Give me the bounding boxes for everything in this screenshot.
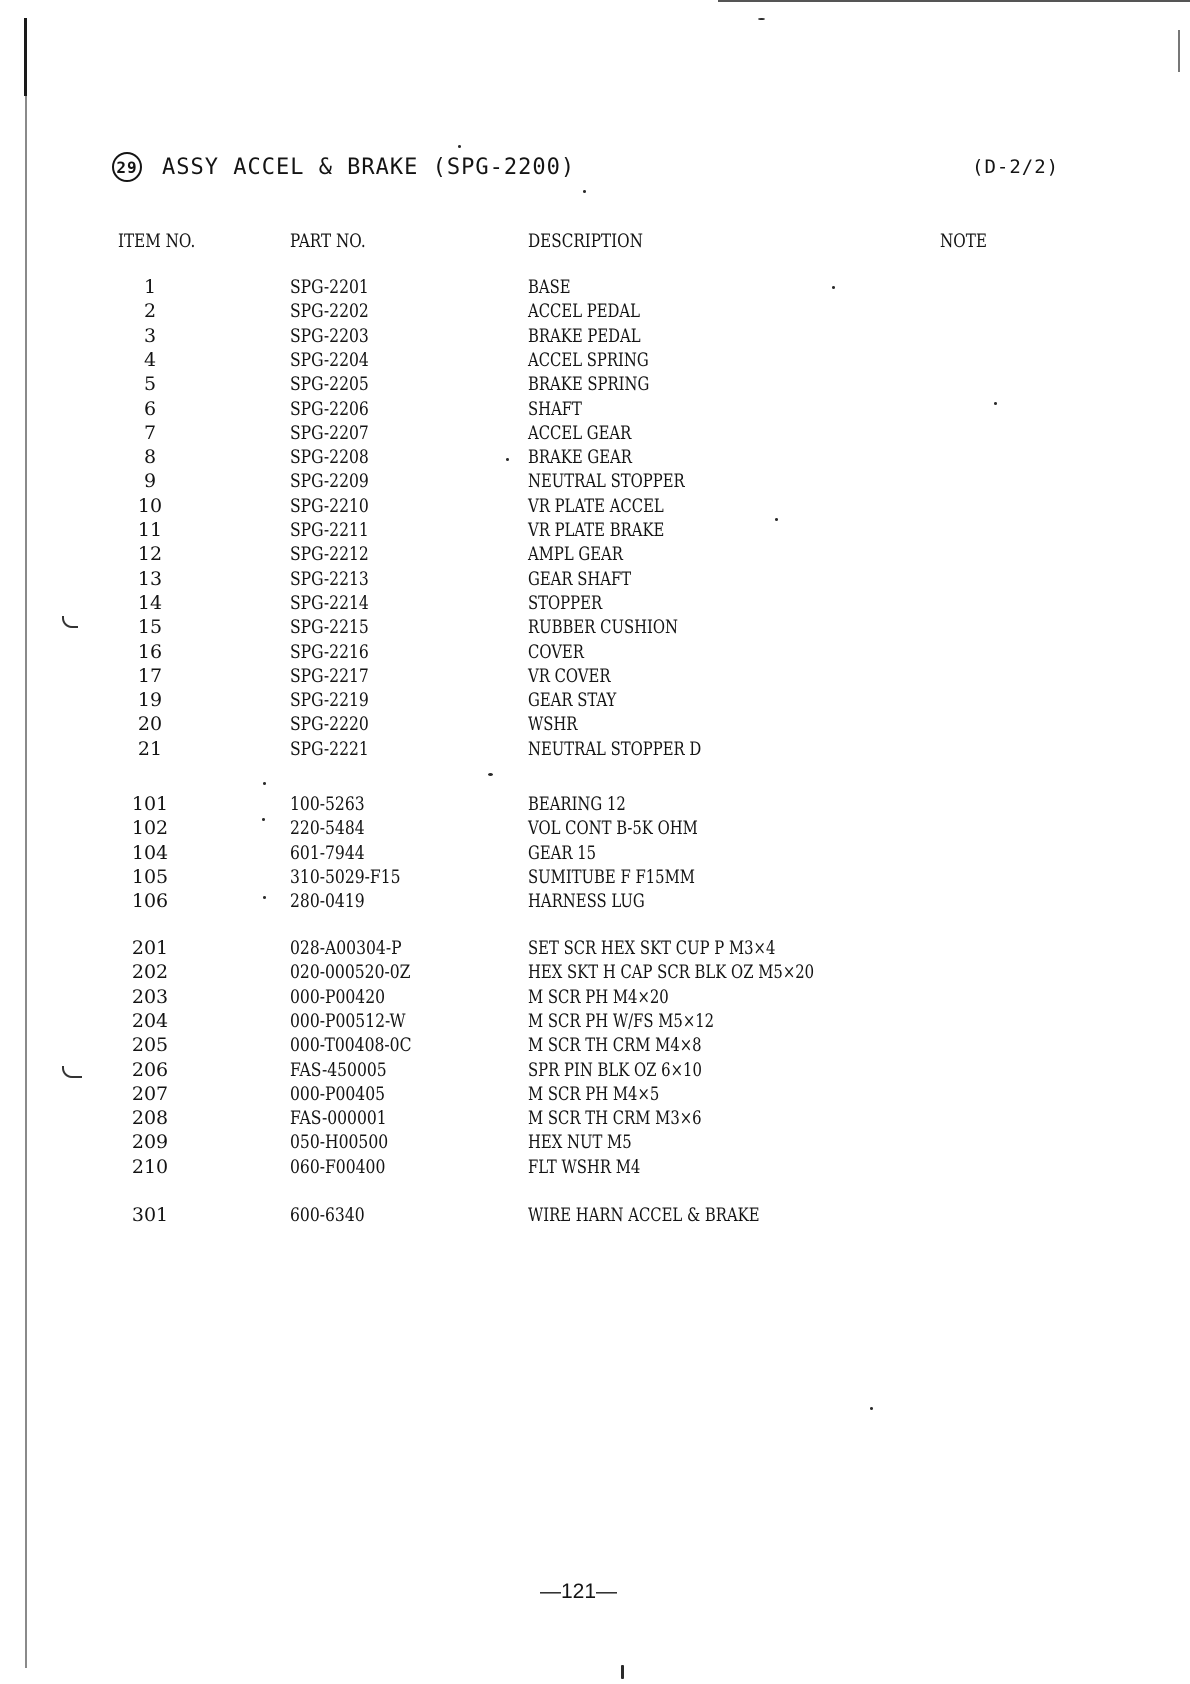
item-number: 210	[131, 1155, 169, 1178]
part-description: BRAKE GEAR	[528, 446, 632, 469]
table-row	[0, 1107, 1190, 1131]
part-description: BRAKE PEDAL	[528, 324, 641, 347]
item-number: 21	[137, 737, 163, 760]
column-header-note: NOTE	[940, 230, 987, 252]
part-description: FLT WSHR M4	[528, 1155, 641, 1178]
table-row	[0, 616, 1190, 640]
part-number: FAS-450005	[290, 1058, 387, 1081]
item-number: 105	[131, 865, 169, 888]
part-description: SUMITUBE F F15MM	[528, 865, 695, 888]
part-description: COVER	[528, 640, 584, 663]
table-row	[0, 349, 1190, 373]
part-description: BEARING 12	[528, 793, 626, 815]
item-number: 2	[143, 300, 157, 323]
item-number: 205	[131, 1034, 169, 1057]
item-number: 19	[137, 689, 163, 712]
table-row	[0, 937, 1190, 961]
part-number: 000-T00408-0C	[290, 1034, 412, 1057]
item-number: 20	[137, 713, 163, 736]
table-row	[0, 961, 1190, 985]
item-number: 15	[137, 616, 163, 639]
scan-speck	[458, 145, 461, 148]
part-number: SPG-2216	[290, 640, 369, 663]
part-description: WIRE HARN ACCEL & BRAKE	[528, 1204, 760, 1226]
item-number: 204	[131, 1009, 169, 1032]
item-number: 4	[143, 348, 157, 371]
part-number: SPG-2215	[290, 616, 369, 639]
part-description: NEUTRAL STOPPER	[528, 470, 685, 493]
part-number: SPG-2203	[290, 324, 369, 347]
part-number: 000-P00405	[290, 1082, 386, 1105]
scan-speck	[583, 190, 586, 193]
column-header-description: DESCRIPTION	[528, 230, 643, 252]
item-number: 6	[143, 397, 157, 420]
part-description: RUBBER CUSHION	[528, 616, 679, 639]
part-description: SPR PIN BLK OZ 6×10	[528, 1058, 702, 1081]
part-number: 280-0419	[290, 890, 365, 913]
table-row	[0, 1059, 1190, 1083]
table-row	[0, 592, 1190, 616]
part-number: SPG-2209	[290, 470, 369, 493]
part-description: ACCEL GEAR	[528, 421, 632, 444]
part-description: HEX NUT M5	[528, 1131, 632, 1154]
item-number: 106	[131, 890, 169, 913]
part-number: SPG-2211	[290, 519, 369, 541]
table-row	[0, 866, 1190, 890]
part-description: HEX SKT H CAP SCR BLK OZ M5×20	[528, 961, 815, 984]
part-description: VR PLATE BRAKE	[528, 519, 665, 541]
scan-speck	[758, 18, 765, 20]
part-description: WSHR	[528, 713, 578, 736]
part-number: 601-7944	[290, 841, 365, 864]
part-description: M SCR TH CRM M4×8	[528, 1034, 702, 1057]
scan-speck	[870, 1407, 873, 1410]
item-number: 8	[143, 446, 157, 469]
table-row	[0, 1034, 1190, 1058]
part-description: SHAFT	[528, 397, 582, 420]
part-description: ACCEL SPRING	[528, 348, 649, 371]
page-code: (D-2/2)	[972, 156, 1060, 178]
part-number: 028-A00304-P	[290, 937, 402, 959]
part-description: VOL CONT B-5K OHM	[528, 817, 698, 840]
item-number: 10	[137, 494, 163, 517]
table-row	[0, 1083, 1190, 1107]
page-number: —121—	[540, 1580, 618, 1603]
table-row	[0, 842, 1190, 866]
part-number: SPG-2205	[290, 373, 369, 396]
part-number: SPG-2214	[290, 591, 369, 614]
table-row	[0, 325, 1190, 349]
part-description: M SCR PH M4×5	[528, 1082, 660, 1105]
item-number: 104	[131, 841, 169, 864]
scan-speck	[621, 1665, 624, 1679]
table-row	[0, 738, 1190, 762]
part-description: GEAR STAY	[528, 689, 617, 712]
part-number: 220-5484	[290, 817, 365, 840]
item-number: 1	[143, 276, 157, 298]
table-row	[0, 495, 1190, 519]
table-row	[0, 568, 1190, 592]
table-row	[0, 793, 1190, 817]
scan-speck	[506, 458, 509, 461]
table-row	[0, 986, 1190, 1010]
table-row	[0, 276, 1190, 300]
item-number: 11	[137, 519, 163, 541]
part-number: 000-P00512-W	[290, 1009, 406, 1032]
page-title: ASSY ACCEL & BRAKE (SPG-2200)	[162, 154, 576, 180]
part-description: GEAR 15	[528, 841, 597, 864]
table-row	[0, 665, 1190, 689]
column-header-item: ITEM NO.	[118, 230, 196, 252]
table-row	[0, 398, 1190, 422]
part-description: GEAR SHAFT	[528, 567, 632, 590]
part-number: 050-H00500	[290, 1131, 389, 1154]
part-description: BASE	[528, 276, 571, 298]
part-number: SPG-2212	[290, 543, 369, 566]
part-description: M SCR PH M4×20	[528, 985, 669, 1008]
table-row	[0, 446, 1190, 470]
item-number: 7	[143, 421, 157, 444]
table-row	[0, 1131, 1190, 1155]
part-description: SET SCR HEX SKT CUP P M3×4	[528, 937, 776, 959]
scan-speck	[263, 782, 266, 785]
part-description: VR COVER	[528, 664, 611, 687]
table-row	[0, 817, 1190, 841]
item-number: 301	[131, 1204, 169, 1226]
part-number: SPG-2204	[290, 348, 369, 371]
part-number: 310-5029-F15	[290, 865, 401, 888]
part-number: SPG-2202	[290, 300, 369, 323]
part-number: 000-P00420	[290, 985, 386, 1008]
part-number: SPG-2206	[290, 397, 369, 420]
part-number: 060-F00400	[290, 1155, 386, 1178]
scan-speck	[488, 773, 493, 776]
part-number: 100-5263	[290, 793, 365, 815]
item-number: 101	[131, 793, 169, 815]
item-number: 9	[143, 470, 157, 493]
item-number: 13	[137, 567, 163, 590]
part-number: SPG-2213	[290, 567, 369, 590]
item-number: 203	[131, 985, 169, 1008]
item-number: 209	[131, 1131, 169, 1154]
table-row	[0, 1204, 1190, 1228]
item-number: 12	[137, 543, 163, 566]
part-description: BRAKE SPRING	[528, 373, 650, 396]
part-number: SPG-2221	[290, 737, 369, 760]
part-number: SPG-2220	[290, 713, 369, 736]
scan-speck	[994, 402, 997, 405]
part-description: ACCEL PEDAL	[528, 300, 640, 323]
item-number: 207	[131, 1082, 169, 1105]
table-row	[0, 422, 1190, 446]
column-header-part: PART NO.	[290, 230, 366, 252]
part-number: SPG-2210	[290, 494, 369, 517]
part-number: SPG-2201	[290, 276, 369, 298]
item-number: 208	[131, 1107, 169, 1130]
table-row	[0, 373, 1190, 397]
scan-speck	[263, 896, 266, 899]
scan-speck	[832, 286, 835, 289]
table-row	[0, 713, 1190, 737]
part-number: 020-000520-0Z	[290, 961, 411, 984]
table-row	[0, 641, 1190, 665]
part-number: SPG-2207	[290, 421, 369, 444]
scan-speck	[775, 518, 778, 521]
section-number-badge: 29	[112, 152, 142, 182]
part-number: SPG-2219	[290, 689, 369, 712]
part-description: M SCR PH W/FS M5×12	[528, 1009, 715, 1032]
part-number: SPG-2217	[290, 664, 369, 687]
table-row	[0, 543, 1190, 567]
part-description: M SCR TH CRM M3×6	[528, 1107, 702, 1130]
item-number: 17	[137, 664, 163, 687]
part-description: HARNESS LUG	[528, 890, 645, 913]
part-description: NEUTRAL STOPPER D	[528, 737, 702, 760]
item-number: 201	[131, 937, 169, 959]
table-row	[0, 1156, 1190, 1180]
table-row	[0, 890, 1190, 914]
part-description: AMPL GEAR	[528, 543, 623, 566]
part-description: VR PLATE ACCEL	[528, 494, 664, 517]
item-number: 202	[131, 961, 169, 984]
table-row	[0, 300, 1190, 324]
table-row	[0, 519, 1190, 543]
item-number: 5	[143, 373, 157, 396]
part-number: SPG-2208	[290, 446, 369, 469]
table-row	[0, 470, 1190, 494]
item-number: 14	[137, 591, 163, 614]
table-row	[0, 1010, 1190, 1034]
item-number: 3	[143, 324, 157, 347]
table-row	[0, 689, 1190, 713]
item-number: 16	[137, 640, 163, 663]
item-number: 102	[131, 817, 169, 840]
part-description: STOPPER	[528, 591, 603, 614]
item-number: 206	[131, 1058, 169, 1081]
scan-speck	[262, 818, 265, 821]
part-number: 600-6340	[290, 1204, 365, 1226]
part-number: FAS-000001	[290, 1107, 387, 1130]
